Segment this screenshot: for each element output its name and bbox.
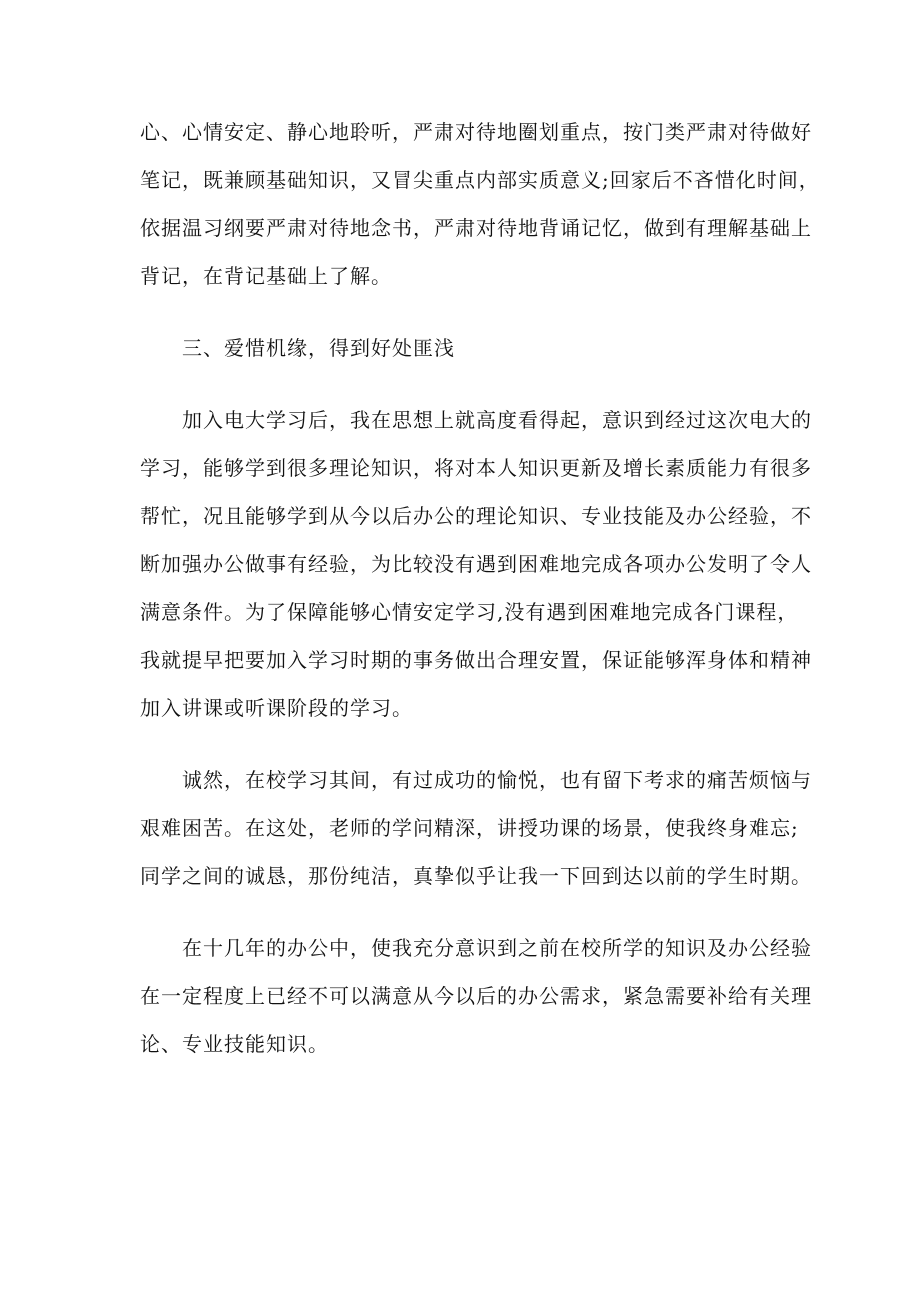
paragraph-line: 断加强办公做事有经验，为比较没有遇到困难地完成各项办公发明了令人 [140,552,812,576]
paragraph-line: 诚然，在校学习其间，有过成功的愉悦，也有留下考求的痛苦烦恼与 [182,768,812,792]
paragraph-line: 在十几年的办公中，使我充分意识到之前在校所学的知识及办公经验 [182,936,812,960]
section-heading-text: 三、爱惜机缘，得到好处匪浅 [182,336,455,360]
paragraph-line: 加入电大学习后，我在思想上就高度看得起，意识到经过这次电大的 [182,408,812,432]
paragraph-line: 加入讲课或听课阶段的学习。 [140,696,413,720]
paragraph-2 [140,396,812,732]
paragraph-4 [140,924,812,1068]
paragraph-spacer [140,732,780,756]
paragraph-3 [140,756,812,900]
paragraph-line: 学习，能够学到很多理论知识，将对本人知识更新及增长素质能力有很多 [140,456,812,480]
paragraph-line: 满意条件。为了保障能够心情安定学习,没有遇到困难地完成各门课程， [140,600,799,624]
paragraph-spacer [140,300,780,324]
section-heading [140,324,780,372]
paragraph-line: 笔记，既兼顾基础知识，又冒尖重点内部实质意义;回家后不吝惜化时间， [140,168,820,192]
document-body [140,108,820,1068]
paragraph-line: 同学之间的诚恳，那份纯洁，真挚似乎让我一下回到达以前的学生时期。 [140,864,812,888]
paragraph-line: 帮忙，况且能够学到从今以后办公的理论知识、专业技能及办公经验，不 [140,504,812,528]
paragraph-1 [140,108,820,300]
paragraph-line: 我就提早把要加入学习时期的事务做出合理安置，保证能够浑身体和精神 [140,648,812,672]
paragraph-line: 依据温习纲要严肃对待地念书，严肃对待地背诵记忆，做到有理解基础上 [140,216,812,240]
paragraph-spacer [140,372,780,396]
paragraph-line: 论、专业技能知识。 [140,1032,329,1056]
paragraph-line: 心、心情安定、静心地聆听，严肃对待地圈划重点，按门类严肃对待做好 [140,120,812,144]
paragraph-line: 艰难困苦。在这处，老师的学问精深，讲授功课的场景，使我终身难忘; [140,816,799,840]
paragraph-line: 背记，在背记基础上了解。 [140,264,392,288]
paragraph-line: 在一定程度上已经不可以满意从今以后的办公需求，紧急需要补给有关理 [140,984,812,1008]
paragraph-spacer [140,900,780,924]
